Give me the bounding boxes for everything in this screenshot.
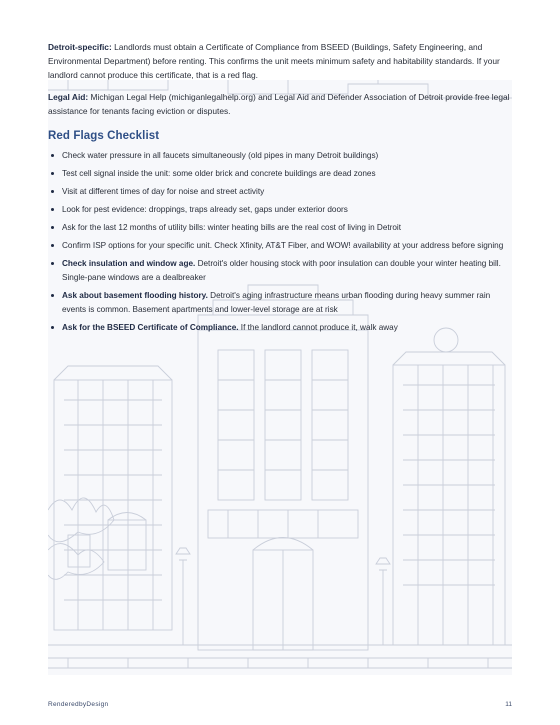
checklist-item: Confirm ISP options for your specific unit. Check Xfinity, AT&T Fiber, and WOW! availability at your address before signing [48,239,512,253]
bullet-icon [51,172,54,175]
red-flags-checklist [48,149,512,335]
bullet-icon [51,326,54,329]
checklist-item: Ask for the last 12 months of utility bills: winter heating bills are the real cost of living in Detroit [48,221,512,235]
checklist-item: Ask about basement flooding history. Detroit's aging infrastructure means urban flooding during heavy summer rain events is common. Basement apartments and lower-level storage are at risk [48,289,512,317]
bullet-icon [51,294,54,297]
footer-brand: RenderedbyDesign [48,701,109,708]
checklist-item: Look for pest evidence: droppings, traps already set, gaps under exterior doors [48,203,512,217]
checklist-item: Ask for the BSEED Certificate of Compliance. If the landlord cannot produce it, walk away [48,321,512,335]
page-number: 11 [505,701,512,708]
checklist-item: Check insulation and window age. Detroit's older housing stock with poor insulation can double your winter heating bill. Single-pane windows are a dealbreaker [48,257,512,285]
bullet-icon [51,154,54,157]
bullet-icon [51,226,54,229]
bullet-icon [51,244,54,247]
checklist-item: Visit at different times of day for noise and street activity [48,185,512,199]
checklist-item: Test cell signal inside the unit: some older brick and concrete buildings are dead zones [48,167,512,181]
legal-aid-paragraph [48,90,512,118]
detroit-specific-label: Detroit-specific: [48,42,112,52]
page-content [48,40,512,339]
red-flags-heading: Red Flags Checklist [48,130,160,142]
bullet-icon [51,208,54,211]
detroit-specific-text: Landlords must obtain a Certificate of Compliance from BSEED (Buildings, Safety Engineering, and Environmental Department) before renting. This confirms the unit meets minimum safety and habitability standards. If your landlord cannot produce this certificate, that is a red flag. [48,42,500,80]
bullet-icon [51,262,54,265]
detroit-specific-paragraph [48,40,512,82]
bullet-icon [51,190,54,193]
checklist-item: Check water pressure in all faucets simultaneously (old pipes in many Detroit buildings) [48,149,512,163]
legal-aid-text: Michigan Legal Help (michiganlegalhelp.org) and Legal Aid and Defender Association of Detroit provide free legal assistance for tenants facing eviction or disputes. [48,92,510,116]
legal-aid-label: Legal Aid: [48,92,89,102]
